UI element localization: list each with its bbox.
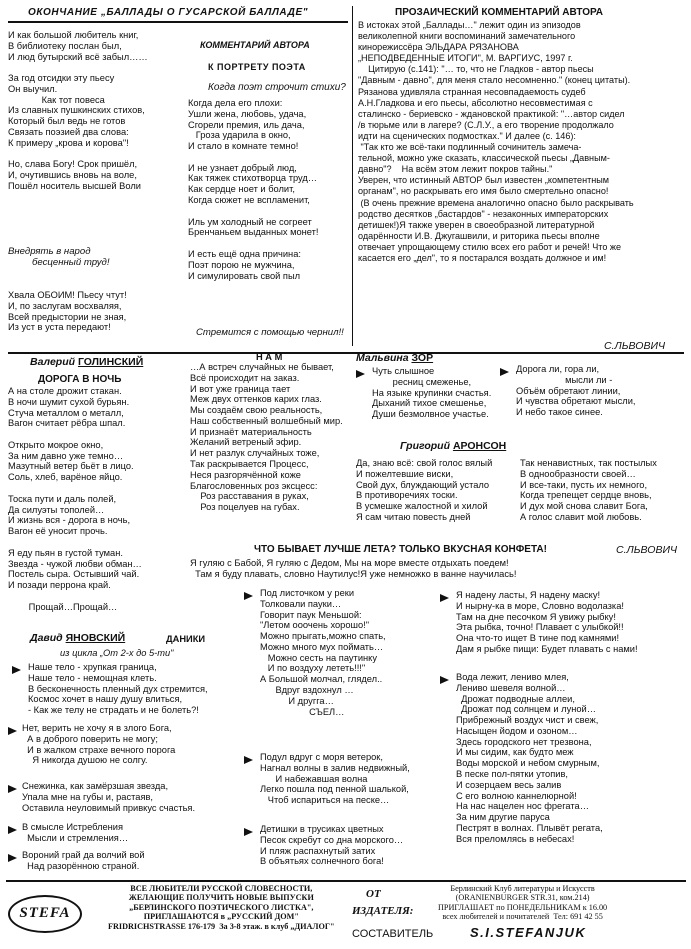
summer-left-text: Под листочком у реки Толковали пауки… Говорит паук Меньшой: "Летом ооочень хорошо!" Можно прыгать,можно спать, Можно много мух поймать… Можно сесть на паутинку И по воздуху лететь!!!" А Большой молчал, глядел.. Вдруг вздохнул … И другга… СЪЕЛ… [260, 588, 386, 717]
golinsky-author [30, 356, 143, 368]
bullet-arrow-icon [356, 370, 365, 378]
zor-poem-2-arrow [500, 366, 512, 377]
zor-text-2: Дорога ли, гора ли, мысли ли - Объём обретают линии, И чувства обретают мысли, И небо такое синее. [516, 364, 636, 418]
yanovsky-arrow-2 [8, 725, 20, 736]
bullet-arrow-icon [12, 666, 21, 674]
yanovsky-arrow-5 [8, 852, 20, 863]
ballad-left-text: И как большой любитель книг, В библиотеку послан был, И люд бутырский всё забыл…… За год отсидки эту пьесу Он выучил. Как тот повеса Из славных пушкинских стихов, Который был ведь не готов Связать поэзией два слова: К примеру „крова и корова"! Но, слава Богу! Срок пришёл, И, очутившись вновь на воле, Пошёл носитель высшей Воли [8, 30, 148, 191]
ballad-left-italic: Внедрять в народ бесценный труд! [8, 246, 110, 269]
aronson-text-right: Так ненавистных, так постылых В однообразности своей… И все-таки, пусть их немного, Когда трепещет сердце вновь, И дух мой снова славит Бога, А голос славит мой любовь. [520, 458, 657, 522]
prose-signature: С.ЛЬВОВИЧ [604, 340, 666, 352]
bullet-arrow-icon [8, 785, 17, 793]
prose-text: В истоках этой „Баллады…" лежит один из эпизодов великолепной книги воспоминаний замечательного кинорежиссёра ЭЛЬДАРА РЯЗАНОВА „НЕПОДВЕДЕННЫЕ ИТОГИ", М. ВАРГИУС, 1997 г. Цитирую (с.141): "… то, что не Гладков - автор пьесы "Давным - давно", для меня стало несомненно." (конец цитаты). Рязанова удивляла странная несовпадаемость судеб А.Н.Гладкова и его пьесы, абсолютно несовместимая с сталинско - бериевско - ждановской практикой: "…автор сидел /в тюрьме или в лагере? (С.Л.У., а его творение продолжало идти на сценических подмостках." И далее (с. 146): "Так кто же всё-таки подлинный сочинитель замеча- тельной, можно уже сказать, классической пьесы „Давным- давно"? На всём этом лежит покров тайны." Уверен, что истинный АВТОР был известен „компетентным органам", но раскрывать его имя было смертельно опасно! (В очень прежние времена аналогично опасно было раскрывать родство десятков „бастардов" - незаконных императорских детишек!)Я также уверен в своеобразной литературной одарённости И.В. Джугашвили, и риторика пьесы вполне отвечает упрощающему стилю всех его работ и речей! Что же касается его „дел", то я постарался воздать должное и им! [358, 20, 634, 263]
summer-intro: Я гуляю с Бабой, Я гуляю с Дедом, Мы на море вместе отдыхать поедем! Там я буду плавать, словно Наутилус!Я уже немножко в ванне научилась! [190, 558, 517, 579]
bullet-arrow-icon [8, 826, 17, 834]
bullet-arrow-icon [8, 727, 17, 735]
ballad-title: ОКОНЧАНИЕ „БАЛЛАДЫ О ГУСАРСКОЙ БАЛЛАДЕ" [28, 7, 309, 18]
summer-left-text-2: Подул вдруг с моря ветерок, Нагнал волны в залив недвижный, И набежавшая волна Легко пошла под пенной шалькой, Чтоб испариться на песке… [260, 752, 410, 806]
summer-title: ЧТО БЫВАЕТ ЛУЧШЕ ЛЕТА? ТОЛЬКО ВКУСНАЯ КОНФЕТА! [254, 544, 547, 555]
footer-from: ОТ [366, 888, 381, 900]
ballad-comment-subtitle: К ПОРТРЕТУ ПОЭТА [208, 62, 306, 72]
summer-left3-arrow [244, 826, 256, 837]
prose-title: ПРОЗАИЧЕСКИЙ КОММЕНТАРИЙ АВТОРА [395, 7, 604, 18]
aronson-last-name: АРОНСОН [452, 440, 507, 452]
yanovsky-subtitle: из цикла „От 2-х до 5-ти" [60, 648, 174, 658]
zor-text: Чуть слышное ресниц смеженье, На языке крупинки счастья. Дыханий тихое смешенье, Души безмолвное участье. [372, 366, 492, 420]
yanovsky-first-name: Давид [30, 632, 63, 644]
yanovsky-title: ДАНИКИ [166, 634, 206, 644]
section-rule-top [8, 352, 684, 354]
ballad-title-rule [8, 21, 348, 23]
golinsky-first-name: Валерий [30, 356, 76, 368]
ballad-epigraph: Когда поэт строчит стихи? [208, 82, 346, 93]
aronson-text-left: Да, знаю всё: свой голос вялый И пожелтевшие виски, Свой дух, блуждающий устало В противоречиях тоски. В усмешке жалостной и хилой Я сам читаю повесть дней [356, 458, 493, 522]
yanovsky-author [30, 632, 125, 644]
zor-last-name: ЗОР [411, 352, 434, 364]
yanovsky-text-5: Вороний грай да волчий вой Над разорённою страной. [22, 850, 145, 871]
bullet-arrow-icon [440, 594, 449, 602]
bullet-arrow-icon [8, 854, 17, 862]
ballad-left-text-2: Хвала ОБОИМ! Пьесу чтут! И, по заслугам восхваляя, Всей предыстории не зная, Из уст в уста передают! [8, 290, 127, 333]
zor-first-name: Мальвина [356, 352, 409, 364]
aronson-first-name: Григорий [400, 440, 451, 452]
yanovsky-text-4: В смысле Истребления Мысли и стремления… [22, 822, 129, 843]
yanovsky-arrow-3 [8, 783, 20, 794]
footer-compiler-label: СОСТАВИТЕЛЬ [352, 928, 434, 940]
summer-left-text-3: Детишки в трусиках цветных Песок скребут со дна морского… И пляж распахнутый затих В объятьях солнечного бога! [260, 824, 404, 867]
summer-left2-arrow [244, 754, 256, 765]
yanovsky-text: Наше тело - хрупкая граница, Наше тело - немощная клеть. В бесконечность пленный дух стремится, Космос хочет в нашу душу влиться, - Как же телу не страдать и не болеть?! [28, 662, 208, 716]
yanovsky-arrow-1 [12, 664, 24, 675]
bullet-arrow-icon [440, 676, 449, 684]
yanovsky-text-3: Снежинка, как замёрзшая звезда, Упала мне на губы и, растаяв, Оставила неуловимый привкус счастья. [22, 781, 196, 813]
golinsky-text: А на столе дрожит стакан. В ночи шумит сухой бурьян. Стуча металлом о металл, Вагон считает рёбра шпал. Открыто мокрое окно, За ним давно уже темно… Мазутный ветер бьёт в лицо. Соль, хлеб, варёное яйцо. Тоска пути и даль полей, Да силуэты тополей… И жизнь вся - дорога в ночь, Вагон её уносит прочь. Я еду пьян в густой туман. Звезда - чужой любви обман… Постель сыра. Остывший чай. И позади перрона край. Прощай…Прощай… [8, 386, 142, 612]
bullet-arrow-icon [244, 828, 253, 836]
summer-right-arrow [440, 592, 452, 603]
bullet-arrow-icon [500, 368, 509, 376]
golinsky-last-name: ГОЛИНСКИЙ [77, 356, 144, 368]
footer-left-text: ВСЕ ЛЮБИТЕЛИ РУССКОЙ СЛОВЕСНОСТИ, ЖЕЛАЮЩИЕ ПОЛУЧИТЬ НОВЫЕ ВЫПУСКИ „БЕРЛИНСКОГО ПОЭТИЧЕСКОГО ЛИСТКА", ПРИГЛАШАЮТСЯ в „РУССКИЙ ДОМ" FRIDRICHSTRASSE 176-179 За 3-8 этаж. в клуб „ДИАЛОГ" [108, 884, 335, 931]
stefa-logo: STEFA [8, 895, 82, 933]
summer-right2-arrow [440, 674, 452, 685]
zor-author [356, 352, 433, 364]
ballad-right-text: Когда дела его плохи: Ушли жена, любовь, удача, Сгорели премия, иль дача, Гроза ударила в окно, И стало в комнате темно! И не узнает добрый люд, Как тяжек стихотворца труд… Как сердце ноет и болит, Когда сюжет не вспламенит, Иль ум холодный не согреет Бренчаньем выданных монет! И есть ещё одна причина: Поэт порою не мужчина, И симулировать свой пыл [188, 98, 319, 281]
nam-text: …А встреч случайных не бывает, Всё происходит на заказ. И вот уже граница тает Меж двух оттенков карих глаз. Мы создаём свою реальность, Наш собственный волшебный мир. И признаёт материальность Желаний ветреный эфир. И нет разлук случайных тоже, Так раскрывается Процесс, Неся разгорячённой коже Благословенных роз эксцесс: Роз расставания в руках, Роз поцелуев на губах. [190, 362, 343, 513]
bullet-arrow-icon [244, 592, 253, 600]
nam-title: Н А М [256, 352, 283, 362]
summer-right-text: Я надену ласты, Я надену маску! И нырну-ка в море, Словно водолазка! Там на дне песочком Я увижу рыбку! Эта рыбка, точно! Плавает с улыбкой!! Она что-то ищет В тине под камнями! Дам я рыбке пищи: Будет плавать с нами! [456, 590, 638, 654]
yanovsky-text-2: Нет, верить не хочу я в злого Бога, А в доброго поверить не могу; И в жалком страхе вечного порога Я никогда душою не солгу. [22, 723, 176, 766]
aronson-author [400, 440, 506, 452]
summer-left-arrow [244, 590, 256, 601]
footer-publisher: ИЗДАТЕЛЯ: [352, 905, 414, 917]
zor-poem-1 [356, 368, 368, 379]
summer-signature: С.ЛЬВОВИЧ [616, 544, 678, 556]
ballad-right-italic: Стремится с помощью чернил!! [196, 327, 344, 338]
yanovsky-arrow-4 [8, 824, 20, 835]
column-divider [352, 6, 353, 346]
golinsky-title: ДОРОГА В НОЧЬ [38, 374, 122, 385]
footer-right-text: Берлинский Клуб литературы и Искусств (ORANIENBURGER STR.31, ком.214) ПРИГЛАШАЕТ по ПОНЕДЕЛЬНИКАМ к 16.00 всех любителей и почитателей Тел: 691 42 55 [438, 884, 608, 922]
footer-rule [6, 880, 686, 882]
ballad-comment-title: КОММЕНТАРИЙ АВТОРА [200, 40, 310, 50]
footer-compiler-name: S.I.STEFANJUK [470, 925, 587, 940]
yanovsky-last-name: ЯНОВСКИЙ [65, 632, 126, 644]
bullet-arrow-icon [244, 756, 253, 764]
summer-right-text-2: Вода лежит, ленивo млея, Лениво шевеля волной… Дрожат подводные аллеи, Дрожат под солнцем и луной… Прибрежный воздух чист и свеж, Насыщен йодом и озоном… Здесь городского нет трезвона, И мы сидим, как будто меж Воды морской и небом смурным, В песке пол-пятки утопив, И созерцаем весь залив С его волною каннелюрной! На нас нацелен нос фрегата… За ним другие паруса Пестрят в волнах. Плывёт регата, Вся преломлясь в небесах! [456, 672, 603, 844]
